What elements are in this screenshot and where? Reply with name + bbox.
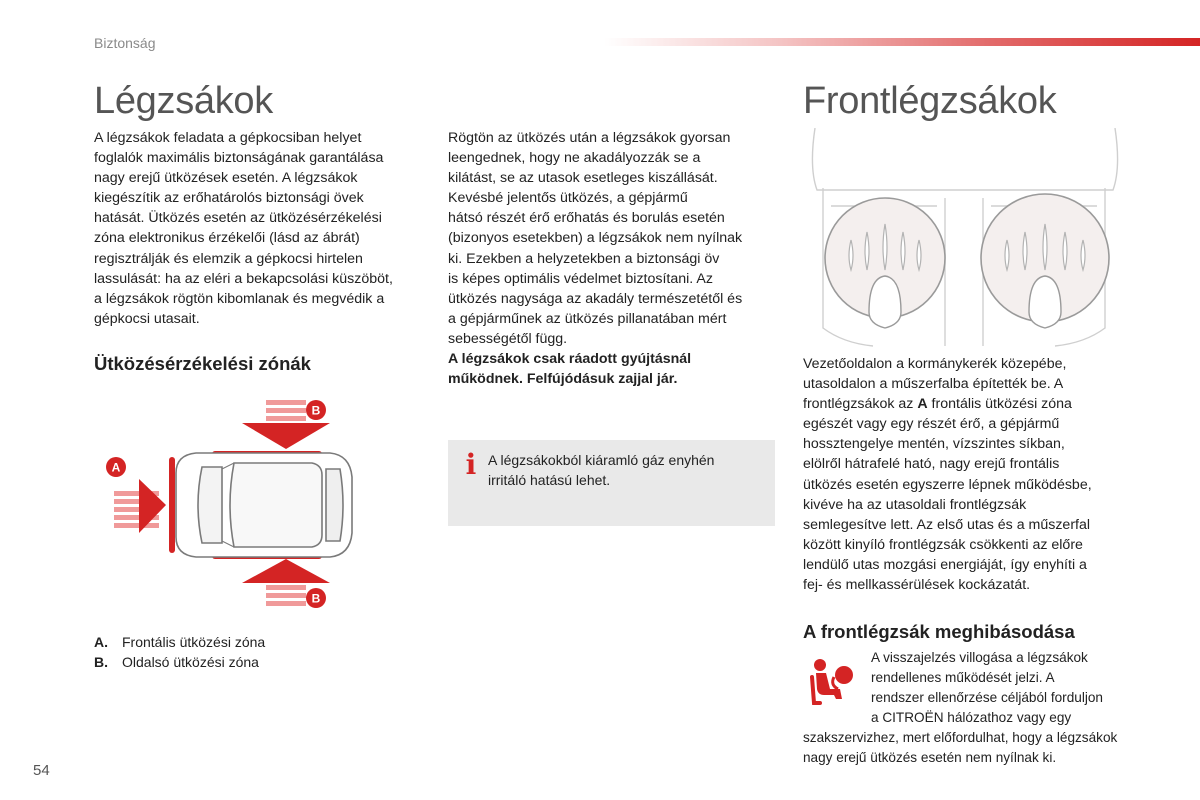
text-line: foglalók maximális biztonságának garantálása	[94, 150, 384, 167]
passenger-airbag	[981, 194, 1109, 328]
text-line: irritáló hatású lehet.	[488, 472, 611, 488]
text-line: A légzsákokból kiáramló gáz enyhén	[488, 452, 715, 468]
text-line: a gépjárműnek az ütközés pillanatában mért	[448, 310, 727, 327]
header-gradient-bar	[604, 38, 1200, 46]
front-airbags-text	[803, 354, 1133, 595]
text-line: gépkocsi utasait.	[94, 310, 200, 327]
text-line: Kevésbé jelentős ütközés, a gépjármű	[448, 190, 688, 207]
text-segment: frontális ütközési zóna	[927, 396, 1072, 413]
zone-letter: A	[917, 396, 928, 413]
text-line: hátsó részét érő erőhatás és borulás esetén	[448, 210, 725, 227]
text-line: hatását. Ütközés esetén az ütközésérzékelési	[94, 210, 382, 227]
text-line: között kinyíló frontlégzsák csökkenti az előre	[803, 536, 1083, 553]
info-icon: i	[465, 448, 477, 481]
text-line: semlegesítve lett. Az első utas és a műszerfal	[803, 516, 1091, 533]
zone-label-a: A	[111, 460, 121, 475]
zone-marker-b-bottom	[306, 588, 326, 608]
text-line: elölről hátrafelé ható, nagy erejű frontális	[803, 456, 1060, 473]
zone-label-b-bottom: B	[311, 591, 321, 606]
section-label: Biztonság	[94, 35, 156, 51]
crash-zones-diagram	[94, 395, 374, 620]
text-line: rendellenes működését jelzi. A	[871, 670, 1055, 686]
text-line: A visszajelzés villogása a légzsákok	[871, 650, 1088, 665]
airbags-deflation-text	[448, 128, 778, 389]
text-line: leengednek, hogy ne akadályozzák se a	[448, 150, 701, 167]
text-line: kilátást, se az utasok esetleges kiszállását.	[448, 170, 718, 187]
zone-label-b-top: B	[311, 403, 321, 418]
fault-text-indented	[871, 648, 1171, 728]
text-line: lendülő utas mozgási energiáját, így enyhíti a	[803, 556, 1087, 573]
text-line: regisztrálják és elemzik a gépkocsi hirtelen	[94, 250, 363, 267]
zone-marker-b-top	[306, 400, 326, 420]
text-line: szakszervizhez, mert előfordulhat, hogy a légzsákok	[803, 730, 1118, 745]
legend-text: Frontális ütközési zóna	[122, 634, 266, 650]
airbags-intro-text	[94, 128, 434, 329]
info-text	[488, 450, 768, 490]
text-line: (bizonyos esetekben) a légzsákok nem nyílnak	[448, 230, 743, 247]
text-line: utasoldalon a műszerfalba építették be. A	[803, 376, 1064, 393]
text-line: kiegészítik az erőhatárolós biztonsági övek	[94, 190, 364, 207]
fault-text	[803, 728, 1163, 768]
text-line: kivéve ha az utasoldali frontlégzsák	[803, 496, 1027, 513]
text-line: sebességétől függ.	[448, 330, 568, 347]
page-title-airbags: Légzsákok	[94, 80, 273, 122]
page-number: 54	[33, 762, 50, 779]
text-line: nagy erejű ütközés esetén nem nyílnak ki.	[803, 750, 1057, 766]
text-line: lassulását: ha az eléri a bekapcsolási küszöböt,	[94, 270, 393, 287]
text-line: egészét vagy egy részét érő, a gépjármű	[803, 416, 1060, 433]
text-line: hossztengelye mentén, vízszintes síkban,	[803, 436, 1065, 453]
text-line: Rögtön az ütközés után a légzsákok gyorsan	[448, 130, 731, 146]
page-title-front-airbags: Frontlégzsákok	[803, 80, 1057, 122]
legend-key: A.	[94, 634, 108, 650]
text-line: fej- és mellkassérülések kockázatát.	[803, 577, 1031, 594]
front-airbag-illustration	[803, 128, 1125, 348]
text-line: ki. Ezekben a helyzetekben a biztonsági öv	[448, 250, 720, 267]
text-segment: frontlégzsákok az	[803, 396, 918, 413]
text-line: rendszer ellenőrzése céljából forduljon	[871, 690, 1103, 706]
text-line-mixed	[803, 394, 1133, 414]
legend-item-b	[94, 652, 259, 672]
legend-text: Oldalsó ütközési zóna	[122, 654, 259, 670]
legend-key: B.	[94, 654, 108, 670]
zones-heading: Ütközésérzékelési zónák	[94, 353, 311, 374]
text-line: ütközés esetén egyszerre lépnek működésbe,	[803, 476, 1092, 493]
text-line: zóna elektronikus érzékelői (lásd az ábrát)	[94, 230, 360, 247]
text-line: nagy erejű ütközések esetén. A légzsákok	[94, 170, 358, 187]
driver-airbag	[825, 198, 945, 328]
car-top-view	[176, 453, 352, 557]
text-line: ütközés nagysága az akadály természetétől és	[448, 290, 743, 307]
legend-item-a	[94, 632, 265, 652]
front-impact-arrows	[114, 479, 166, 533]
text-line: Vezetőoldalon a kormánykerék közepébe,	[803, 356, 1067, 372]
text-line: a CITROËN hálózathoz vagy egy	[871, 710, 1072, 726]
text-line-bold: A légzsákok csak ráadott gyújtásnál	[448, 351, 692, 368]
text-line: A légzsákok feladata a gépkocsiban helyet	[94, 130, 362, 146]
info-box	[448, 440, 775, 526]
fault-heading: A frontlégzsák meghibásodása	[803, 621, 1075, 642]
airbag-warning-icon	[806, 655, 858, 711]
text-line-bold: működnek. Felfújódásuk zajjal jár.	[448, 371, 678, 388]
text-line: is képes optimális védelmet biztosítani. Az	[448, 270, 713, 287]
text-line: a légzsákok rögtön kibomlanak és megvédik a	[94, 290, 385, 307]
zone-marker-a	[106, 457, 126, 477]
